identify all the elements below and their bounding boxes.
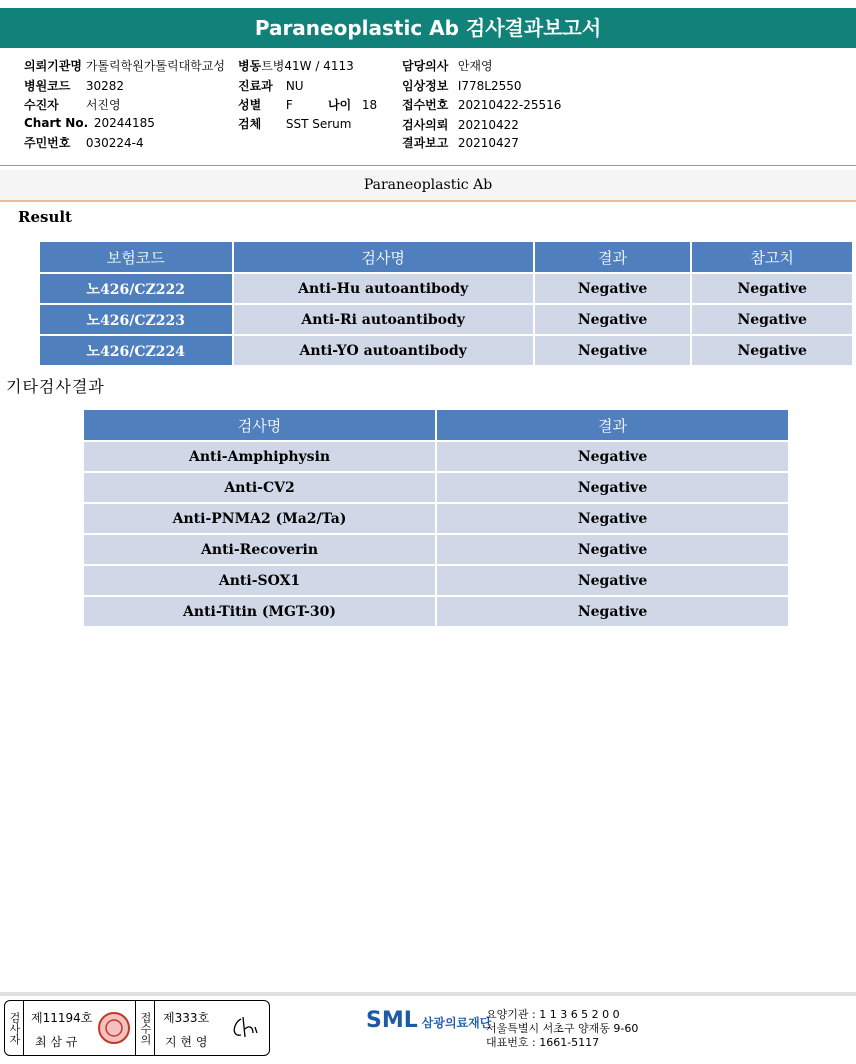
info-label: 성별 [238,98,262,112]
info-label: 나이 [328,98,352,112]
info-label: 병원코드 [24,79,71,93]
table-row [40,336,852,365]
info-label: 수진자 [24,98,59,112]
info-value: 트병41W / 4113 [261,59,354,73]
section-title: Paraneoplastic Ab [0,170,856,200]
tester-license: 제11194호 [31,1011,93,1025]
info-value: 가톨릭학원가톨릭대학교성 [85,59,225,73]
org-phone: 대표번호 : 1661-5117 [486,1036,600,1049]
test-result: Negative [437,442,788,471]
org-street: 서울특별시 서초구 양재동 9-60 [486,1022,639,1035]
info-label: 임상정보 [402,79,449,93]
info-label: Chart No. [24,116,89,130]
other-tests-heading: 기타검사결과 [6,377,105,396]
test-name: Anti-SOX1 [84,566,435,595]
table-header-row [84,410,788,440]
test-name: Anti-YO autoantibody [234,336,533,365]
info-value: I778L2550 [457,79,522,93]
table-row [84,473,788,502]
tester-name: 최 삼 규 [35,1035,78,1049]
reference-value: Negative [692,274,852,303]
table-row [84,535,788,564]
info-value: SST Serum [285,117,352,131]
test-name: Anti-Ri autoantibody [234,305,533,334]
column-header: 검사명 [84,410,435,440]
receiver-license: 제333호 [163,1011,210,1025]
info-value: 20210427 [457,136,519,150]
info-label: 병동 [238,59,262,73]
footer-divider [0,992,856,996]
table-header-row [40,242,852,272]
table-row [84,597,788,626]
info-value: F [285,98,293,112]
test-result: Negative [535,336,691,365]
signature-icon [227,1013,263,1043]
info-value: 20210422 [457,118,519,132]
signature-box [4,1000,270,1056]
column-header: 참고치 [692,242,852,272]
test-name: Anti-CV2 [84,473,435,502]
info-value: 030224-4 [85,136,144,150]
main-result-table [38,240,854,367]
other-result-table [82,408,790,628]
column-header: 결과 [437,410,788,440]
divider [0,165,856,166]
table-row [84,442,788,471]
column-header: 결과 [535,242,691,272]
seal-icon [97,1011,131,1045]
info-value: 20244185 [93,116,155,130]
test-result: Negative [437,504,788,533]
info-value: 18 [361,98,378,112]
table-row [40,274,852,303]
divider [0,200,856,202]
patient-info [0,52,856,164]
info-label: 검체 [238,117,262,131]
test-name: Anti-Titin (MGT-30) [84,597,435,626]
tester-label: 검사자 [5,1001,24,1055]
test-result: Negative [437,597,788,626]
org-name: 삼광의료재단 [421,1016,492,1030]
test-result: Negative [437,566,788,595]
test-name: Anti-Hu autoantibody [234,274,533,303]
info-label: 주민번호 [24,136,71,150]
org-address [486,1008,638,1050]
test-result: Negative [535,274,691,303]
column-header: 검사명 [234,242,533,272]
info-value: 30282 [85,79,125,93]
test-name: Anti-PNMA2 (Ma2/Ta) [84,504,435,533]
reference-value: Negative [692,305,852,334]
test-result: Negative [437,535,788,564]
insurance-code: 노426/CZ222 [40,274,232,303]
receiver-label: 접수의 [135,1001,155,1055]
test-result: Negative [437,473,788,502]
info-label: 접수번호 [402,98,449,112]
sml-logo [366,1008,491,1033]
insurance-code: 노426/CZ223 [40,305,232,334]
info-value: NU [285,79,304,93]
column-header: 보험코드 [40,242,232,272]
table-row [84,504,788,533]
info-label: 검사의뢰 [402,118,449,132]
report-title: Paraneoplastic Ab 검사결과보고서 [0,8,856,48]
info-value: 20210422-25516 [457,98,562,112]
info-value: 안재영 [457,59,493,73]
info-label: 의뢰기관명 [24,59,82,73]
info-label: 담당의사 [402,59,449,73]
org-code: 요양기관 : 1 1 3 6 5 2 0 0 [486,1008,620,1021]
reference-value: Negative [692,336,852,365]
receiver-name: 지 현 영 [165,1035,208,1049]
table-row [84,566,788,595]
insurance-code: 노426/CZ224 [40,336,232,365]
info-label: 결과보고 [402,136,449,150]
logo-text: SML [366,1008,418,1033]
info-value: 서진영 [85,98,121,112]
test-name: Anti-Recoverin [84,535,435,564]
table-row [40,305,852,334]
info-label: 진료과 [238,79,273,93]
test-result: Negative [535,305,691,334]
test-name: Anti-Amphiphysin [84,442,435,471]
result-heading: Result [18,208,72,226]
